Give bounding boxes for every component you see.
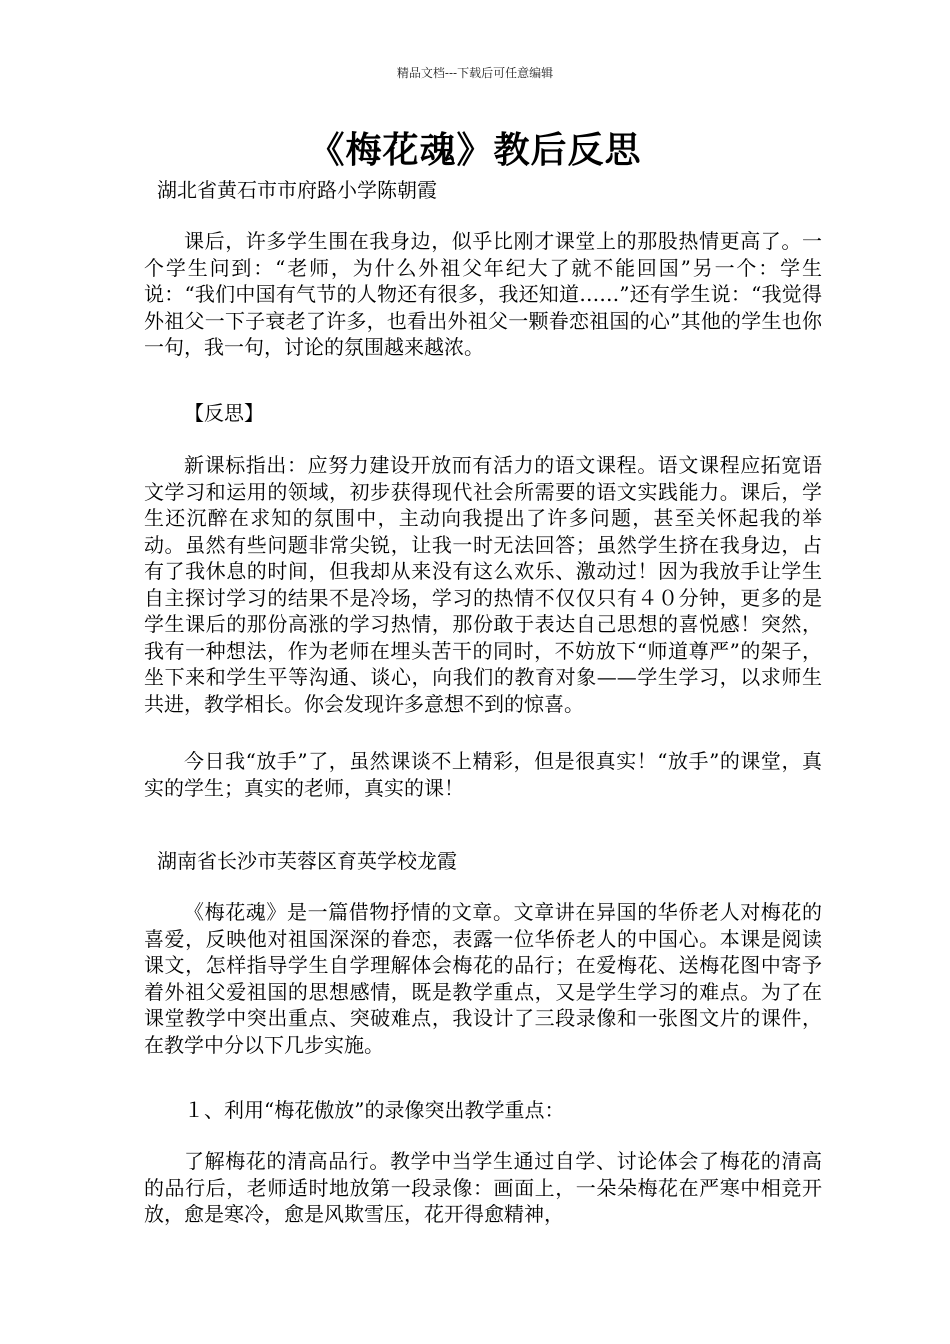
author-line-1: 湖北省黄石市市府路小学陈朝霞: [157, 178, 437, 202]
reflection-heading: 【反思】: [184, 401, 264, 425]
paragraph-5: 了解梅花的清高品行。教学中当学生通过自学、讨论体会了梅花的清高的品行后，老师适时地放第一段录像：画面上，一朵朵梅花在严寒中相竞开放，愈是寒冷，愈是风欺雪压，花开得愈精神，: [144, 1149, 822, 1226]
paragraph-2: 新课标指出：应努力建设开放而有活力的语文课程。语文课程应拓宽语文学习和运用的领域，初步获得现代社会所需要的语文实践能力。课后，学生还沉醉在求知的氛围中，主动向我提出了许多问题，甚至关怀起我的举动。虽然有些问题非常尖锐，让我一时无法回答；虽然学生挤在我身边，占有了我休息的时间，但我却从来没有这么欢乐、激动过！因为我放手让学生自主探讨学习的结果不是冷场，学习的热情不仅仅只有４０分钟，更多的是学生课后的那份高涨的学习热情，那份敢于表达自己思想的喜悦感！突然，我有一种想法，作为老师在埋头苦干的同时，不妨放下“师道尊严”的架子，坐下来和学生平等沟通、谈心，向我们的教育对象——学生学习，以求师生共进，教学相长。你会发现许多意想不到的惊喜。: [144, 453, 822, 716]
page-header: 精品文档---下载后可任意编辑: [396, 66, 554, 80]
list-item-1: １、利用“梅花傲放”的录像突出教学重点：: [184, 1098, 565, 1122]
author-line-2: 湖南省长沙市芙蓉区育英学校龙霞: [157, 849, 457, 873]
document-title: 《梅花魂》教后反思: [308, 129, 642, 171]
paragraph-3: 今日我“放手”了，虽然课谈不上精彩，但是很真实！“放手”的课堂，真实的学生；真实的老师，真实的课！: [144, 749, 822, 800]
paragraph-4: 《梅花魂》是一篇借物抒情的文章。文章讲在异国的华侨老人对梅花的喜爱，反映他对祖国深深的眷恋，表露一位华侨老人的中国心。本课是阅读课文，怎样指导学生自学理解体会梅花的品行；在爱梅花、送梅花图中寄予着外祖父爱祖国的思想感情，既是教学重点，又是学生学习的难点。为了在课堂教学中突出重点、突破难点，我设计了三段录像和一张图文片的课件，在教学中分以下几步实施。: [144, 900, 822, 1057]
paragraph-1: 课后，许多学生围在我身边，似乎比刚才课堂上的那股热情更高了。一个学生问到：“老师，为什么外祖父年纪大了就不能回国”另一个：学生说：“我们中国有气节的人物还有很多，我还知道……”还有学生说：“我觉得外祖父一下子衰老了许多，也看出外祖父一颗眷恋祖国的心”其他的学生也你一句，我一句，讨论的氛围越来越浓。: [144, 229, 822, 359]
